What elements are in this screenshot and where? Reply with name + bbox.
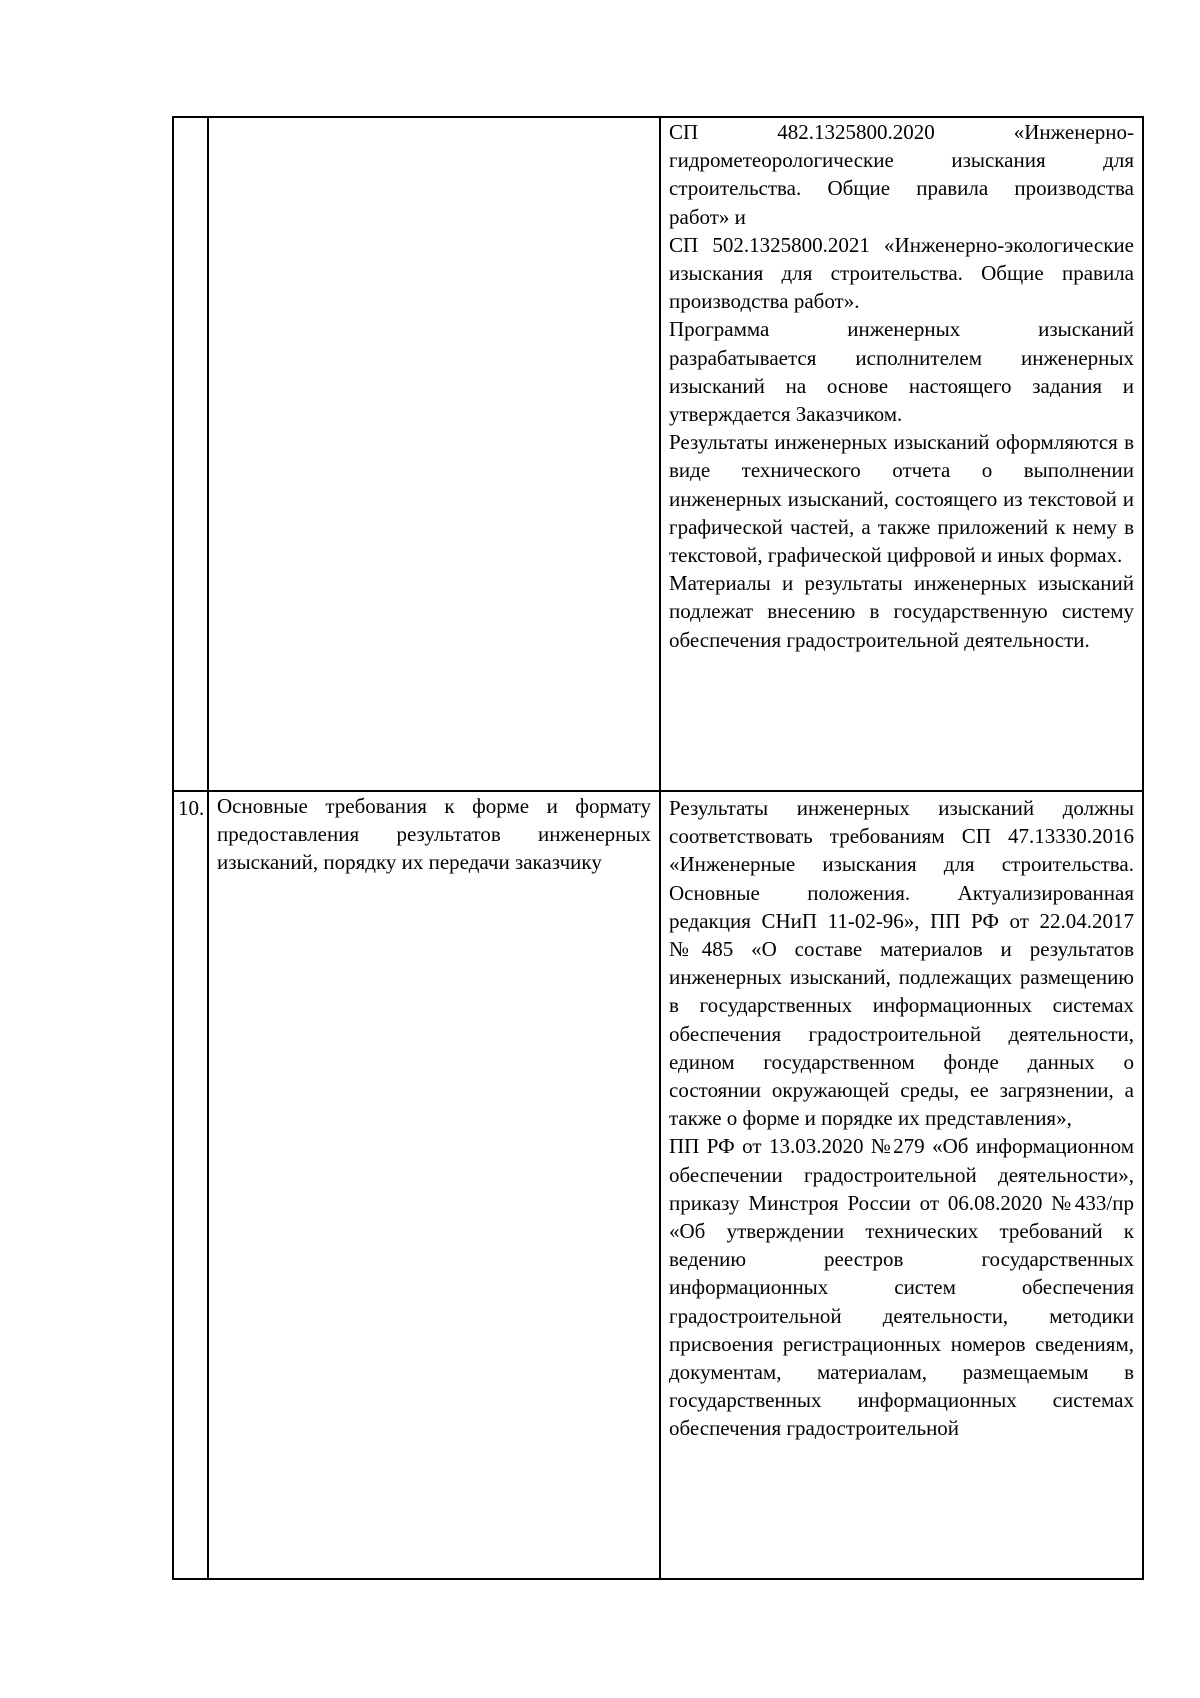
- requirement-cell: [208, 791, 660, 1579]
- table-row-10: [173, 791, 1143, 1579]
- paragraph-sp-502: СП 502.1325800.2021 «Инженерно-экологические изыскания для строительства. Общие правила производства работ».: [669, 232, 1134, 314]
- requirements-table: [172, 116, 1144, 1580]
- description-cell: [660, 791, 1143, 1579]
- requirement-cell: [208, 117, 660, 791]
- paragraph-survey-results: Результаты инженерных изысканий оформляются в виде технического отчета о выполнении инженерных изысканий, состоящего из текстовой и графической частей, а также приложений к нему в текстовой, графической цифровой и иных формах.: [669, 430, 1134, 568]
- row-number-cell: [173, 117, 208, 791]
- paragraph-sp-47: Результаты инженерных изысканий должны соответствовать требованиям СП 47.13330.2016 «Инженерные изыскания для строительства. Основные положения. Актуализированная редакция СНиП 11-02-96», ПП РФ от 22.04.2017 №485 «О составе материалов и результатов инженерных изысканий, подлежащих размещению в государственных информационных системах обеспечения градостроительной деятельности, едином государственном фонде данных о состоянии окружающей среды, ее загрязнении, а также о форме и порядке их представления»,: [669, 796, 1134, 1131]
- paragraph-pp-279: ПП РФ от 13.03.2020 №279 «Об информационном обеспечении градостроительной деятельности», приказу Минстроя России от 06.08.2020 №433/пр «Об утверждении технических требований к ведению реестров государственных информационных систем обеспечения градостроительной деятельности, методики присвоения регистрационных номеров сведениям, документам, материалам, размещаемым в государственных информационных системах обеспечения градостроительной: [669, 1134, 1134, 1441]
- table-row-continuation: [173, 117, 1143, 791]
- paragraph-materials: Материалы и результаты инженерных изысканий подлежат внесению в государственную систему обеспечения градостроительной деятельности.: [669, 571, 1134, 652]
- requirement-text: Основные требования к форме и формату предоставления результатов инженерных изысканий, порядку их передачи заказчику: [217, 794, 651, 875]
- row-number-cell: 10.: [173, 791, 208, 1579]
- description-cell: [660, 117, 1143, 791]
- paragraph-sp-482: СП 482.1325800.2020 «Инженерно-гидрометеорологические изыскания для строительства. Общие правила производства работ» и: [669, 120, 1134, 229]
- paragraph-survey-program: Программа инженерных изысканий разрабатывается исполнителем инженерных изысканий на основе настоящего задания и утверждается Заказчиком.: [669, 317, 1134, 427]
